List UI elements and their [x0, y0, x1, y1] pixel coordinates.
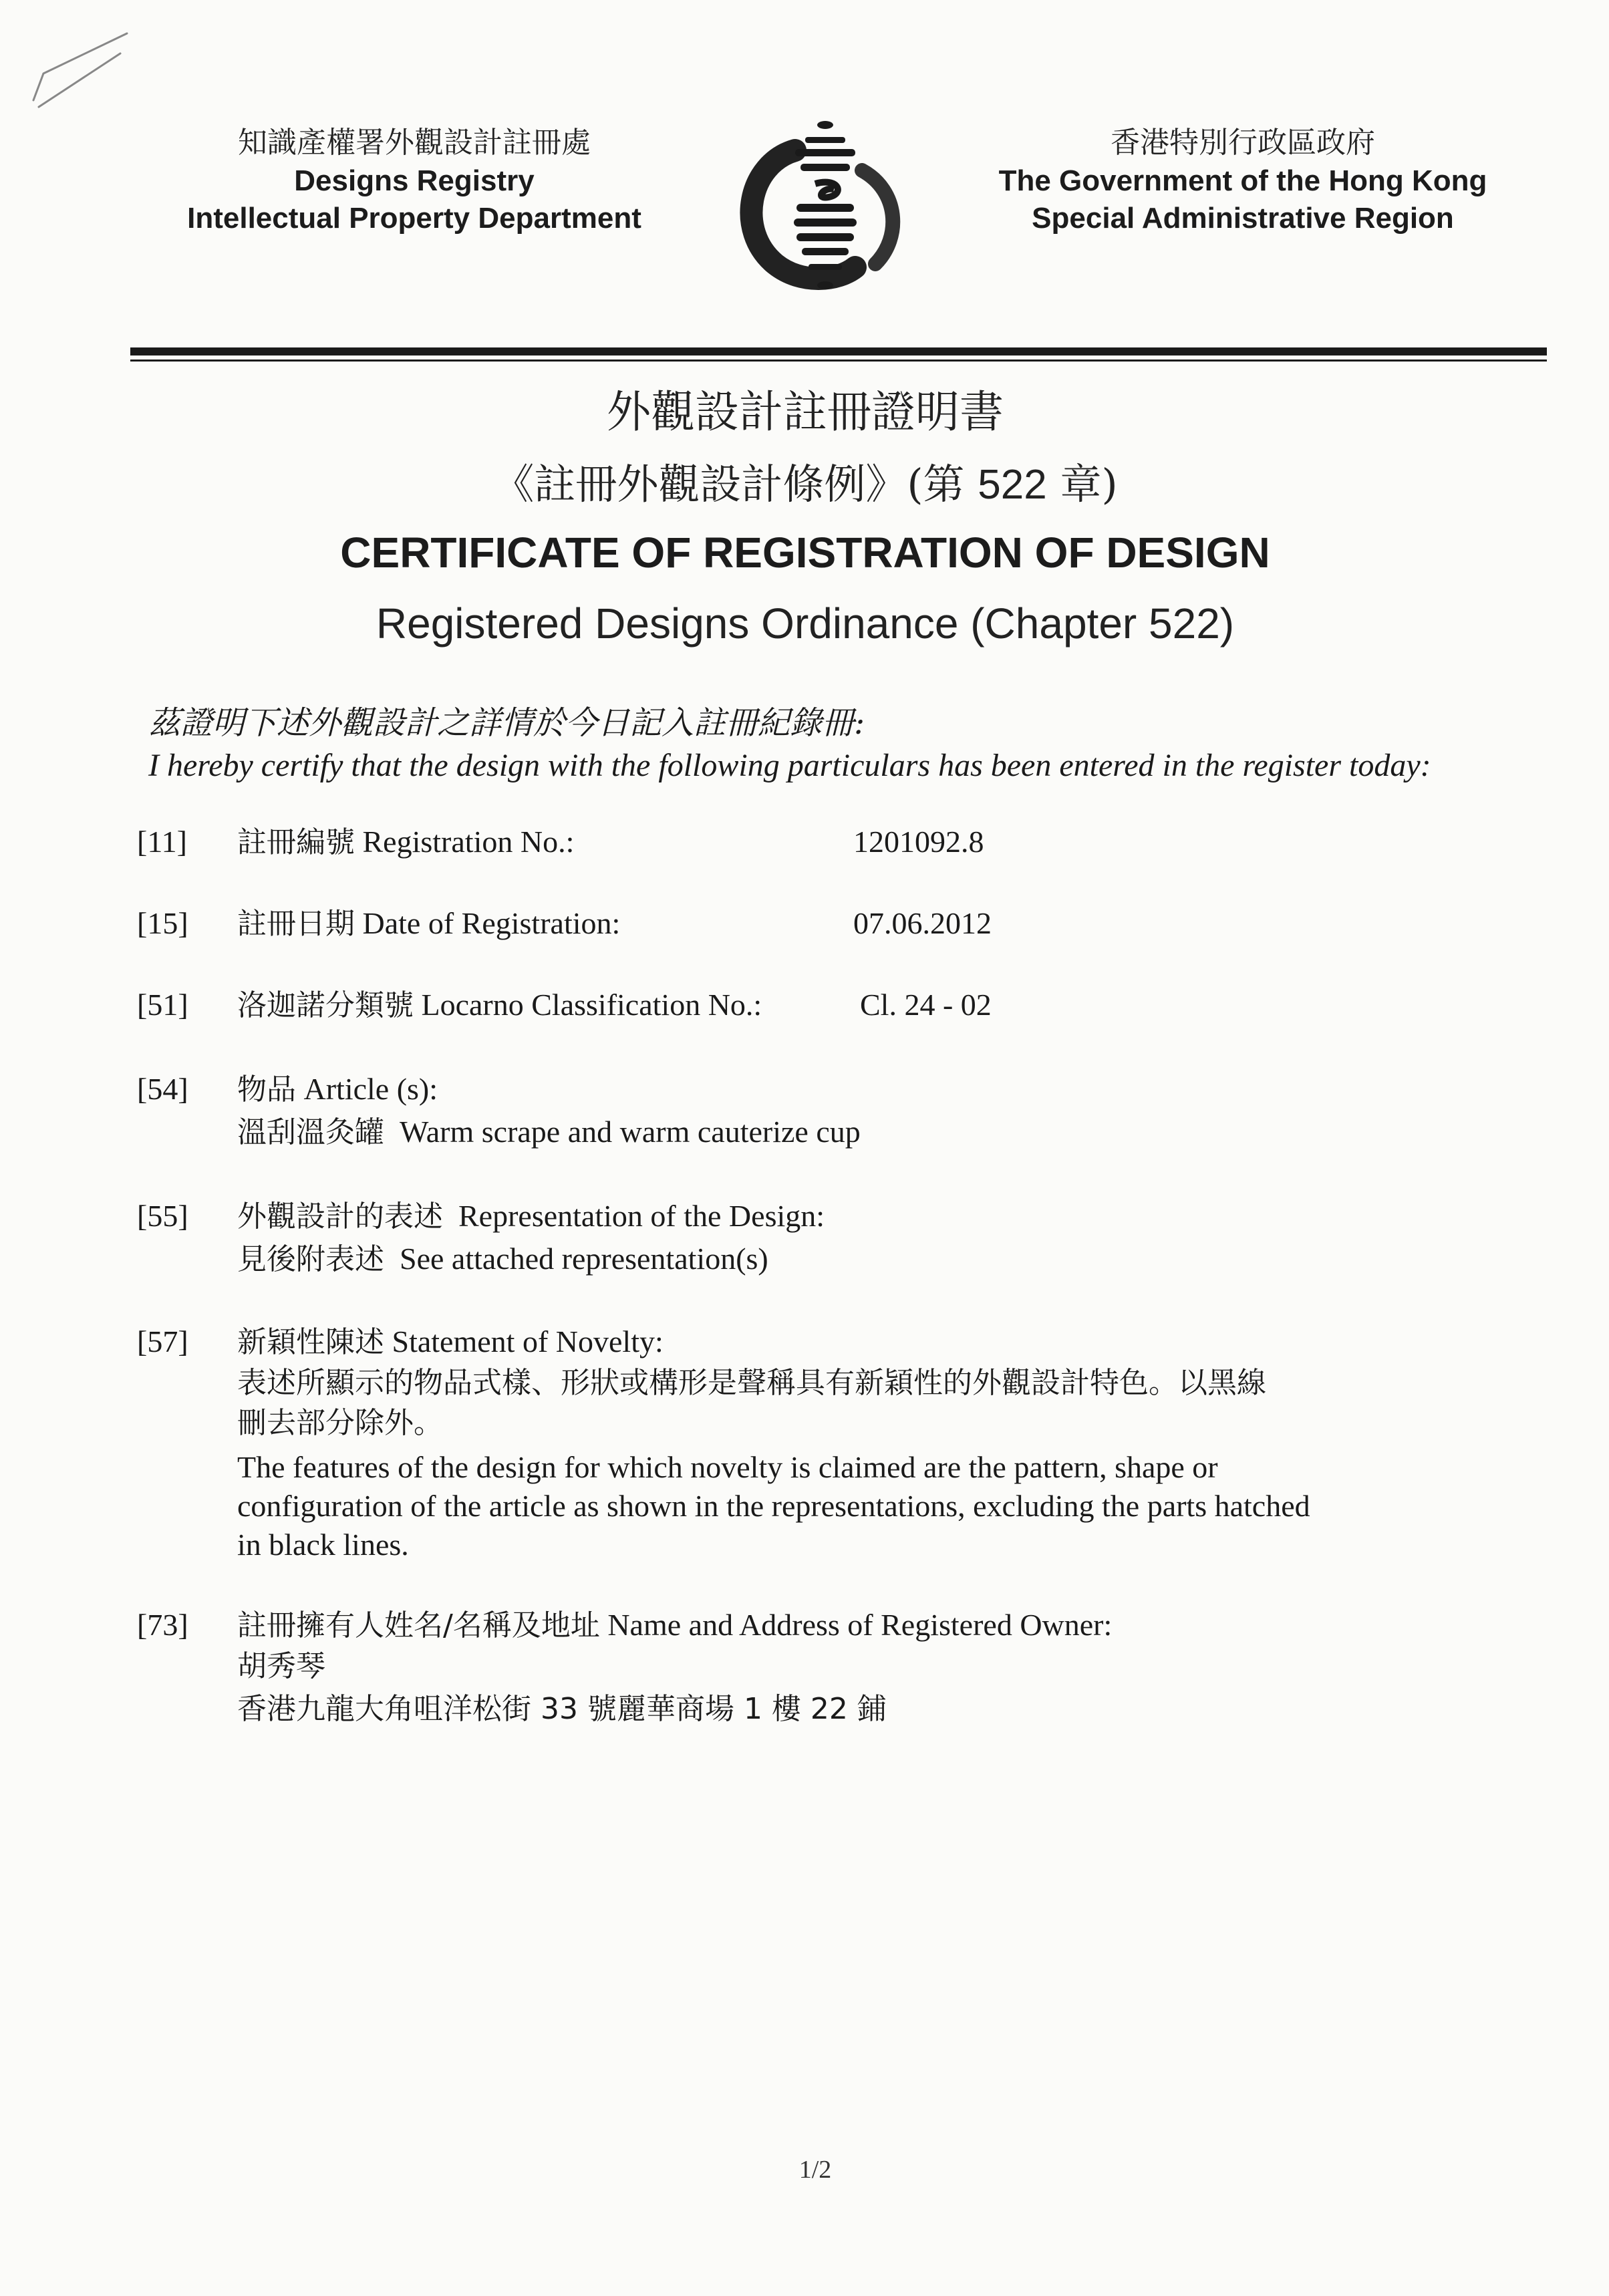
field-label-cn: 外觀設計的表述 — [237, 1199, 443, 1234]
field-statement-of-novelty — [137, 1320, 1473, 1561]
pen-check-mark-icon — [20, 27, 134, 114]
date-of-registration-value: 07.06.2012 — [853, 906, 992, 940]
field-label-cn: 註冊編號 — [237, 825, 355, 859]
field-label — [237, 1320, 1473, 1364]
novelty-statement-cn-line1: 表述所顯示的物品式樣、形狀或構形是聲稱具有新穎性的外觀設計特色。以黑線 — [237, 1366, 1266, 1400]
representation-value-cn: 見後附表述 — [237, 1242, 384, 1276]
field-label — [237, 984, 762, 1027]
government-name-cn: 香港特別行政區政府 — [1111, 126, 1375, 160]
field-label-en: Statement of Novelty: — [384, 1324, 664, 1358]
field-article — [137, 1068, 1473, 1155]
department-name-en: Intellectual Property Department — [187, 202, 641, 235]
owner-name: 胡秀琴 — [237, 1649, 325, 1683]
novelty-statement-en-line2: configuration of the article as shown in the representations, excluding the parts hatched — [237, 1489, 1310, 1523]
field-label-en: Date of Registration: — [355, 906, 621, 940]
registration-no-value: 1201092.8 — [853, 825, 984, 859]
field-label-en: Registration No.: — [355, 825, 575, 859]
ordinance-cn-suffix: 章) — [1060, 460, 1118, 509]
ordinance-title-cn — [200, 454, 1410, 515]
field-code: [51] — [137, 988, 188, 1022]
field-code: [57] — [137, 1324, 188, 1358]
certificate-title-en: CERTIFICATE OF REGISTRATION OF DESIGN — [340, 529, 1270, 577]
novelty-statement-en-line1: The features of the design for which novelty is claimed are the pattern, shape or — [237, 1450, 1218, 1484]
hksar-ip-emblem-icon — [722, 110, 929, 304]
field-label-cn: 註冊日期 — [237, 907, 355, 941]
field-label-cn: 新穎性陳述 — [237, 1325, 384, 1359]
article-value — [237, 1111, 1473, 1154]
field-label-en: Locarno Classification No.: — [414, 988, 762, 1022]
field-label — [237, 1195, 1473, 1238]
field-label — [237, 1068, 1473, 1111]
field-label-en: Representation of the Design: — [443, 1199, 825, 1233]
field-label — [237, 902, 620, 946]
registry-name-cn: 知識產權署外觀設計註冊處 — [238, 126, 591, 160]
field-label-en: Name and Address of Registered Owner: — [599, 1608, 1113, 1642]
field-code: [54] — [137, 1072, 188, 1106]
field-locarno-classification — [137, 984, 1473, 1026]
certify-statement-en: I hereby certify that the design with the following particulars has been entered in the register today: — [148, 748, 1431, 783]
locarno-classification-value: Cl. 24 - 02 — [860, 988, 992, 1022]
certify-statement-cn: 茲證明下述外觀設計之詳情於今日記入註冊紀錄冊: — [148, 704, 865, 742]
field-code: [73] — [137, 1608, 188, 1642]
field-code: [55] — [137, 1199, 188, 1233]
government-name-en-line1: The Government of the Hong Kong — [998, 164, 1487, 197]
registry-name-en: Designs Registry — [294, 164, 535, 197]
government-header — [969, 124, 1517, 237]
field-code: [15] — [137, 906, 188, 940]
article-value-cn: 溫刮溫灸罐 — [237, 1115, 384, 1149]
field-label-cn: 洛迦諾分類號 — [237, 988, 414, 1022]
ordinance-cn-prefix: 《註冊外觀設計條例》(第 — [492, 460, 965, 509]
government-name-en-line2: Special Administrative Region — [1032, 202, 1454, 235]
ordinance-title-en: Registered Designs Ordinance (Chapter 522) — [376, 599, 1235, 648]
header-rule-thin — [130, 360, 1547, 362]
article-value-en: Warm scrape and warm cauterize cup — [384, 1115, 861, 1149]
field-label-cn: 註冊擁有人姓名/名稱及地址 — [237, 1608, 600, 1642]
field-representation — [137, 1195, 1473, 1282]
ordinance-cn-number: 522 — [978, 462, 1047, 508]
field-label-cn: 物品 — [237, 1072, 296, 1107]
certify-statement — [148, 702, 1485, 787]
certificate-title-cn: 外觀設計註冊證明書 — [607, 386, 1004, 438]
novelty-statement-cn-line2: 刪去部分除外。 — [237, 1406, 443, 1440]
representation-value — [237, 1238, 1473, 1281]
field-registration-no — [137, 821, 1473, 863]
page-number: 1/2 — [798, 2156, 832, 2184]
representation-value-en: See attached representation(s) — [384, 1242, 768, 1276]
field-code: [11] — [137, 825, 187, 859]
field-label-en: Article (s): — [296, 1072, 438, 1106]
field-date-of-registration — [137, 902, 1473, 945]
novelty-statement-en-line3: in black lines. — [237, 1528, 409, 1562]
owner-address: 香港九龍大角咀洋松街 33 號麗華商場 1 樓 22 鋪 — [237, 1692, 887, 1726]
field-label — [237, 1604, 1473, 1647]
field-registered-owner — [137, 1604, 1473, 1737]
registry-header — [160, 124, 668, 237]
field-label — [237, 821, 574, 864]
header-rule-thick — [130, 347, 1547, 355]
